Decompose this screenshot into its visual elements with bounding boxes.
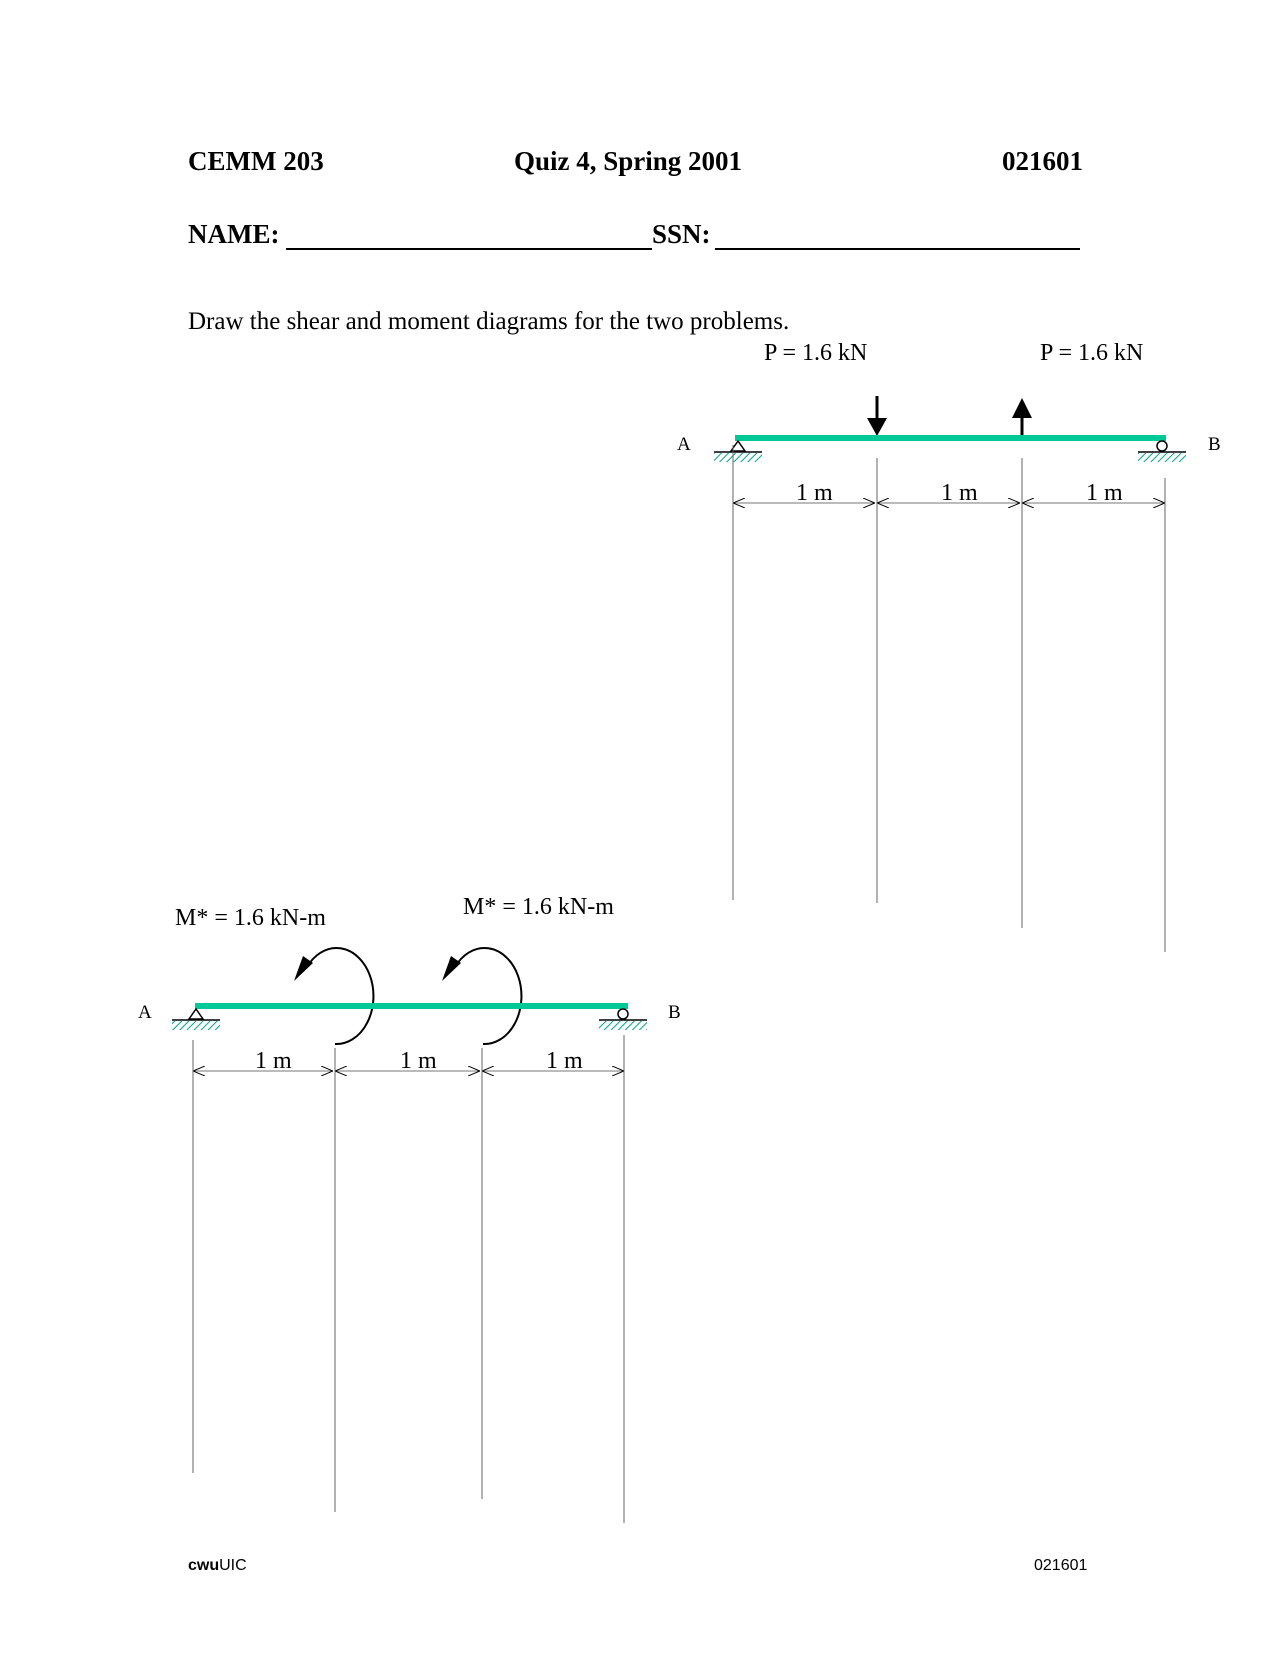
span2-label: 1 m (400, 1048, 437, 1074)
span3-label: 1 m (546, 1048, 583, 1074)
moment-arrow-icon (442, 948, 521, 1044)
pin-support-icon (714, 441, 762, 462)
support-a-label: A (677, 434, 691, 455)
instructions: Draw the shear and moment diagrams for the two problems. (188, 308, 790, 335)
support-b-label: B (668, 1002, 681, 1023)
footer-code: 021601 (1034, 1557, 1088, 1574)
moment1-label: M* = 1.6 kN-m (175, 905, 326, 931)
up-arrow-icon (1012, 398, 1032, 436)
load2-label: P = 1.6 kN (1040, 340, 1144, 366)
support-a-label: A (138, 1002, 152, 1023)
extension-lines (733, 445, 1165, 952)
load1-label: P = 1.6 kN (764, 340, 868, 366)
down-arrow-icon (867, 396, 887, 436)
moment-arrow-icon (294, 948, 373, 1044)
footer-logo: cwuUIC (188, 1557, 247, 1574)
span1-label: 1 m (796, 480, 833, 506)
span2-label: 1 m (941, 480, 978, 506)
problem1 (677, 340, 1221, 952)
span1-label: 1 m (255, 1048, 292, 1074)
roller-support-icon (599, 1009, 647, 1030)
quiz-code: 021601 (1002, 146, 1083, 176)
ssn-label: SSN: (652, 219, 711, 249)
support-b-label: B (1208, 434, 1221, 455)
span3-label: 1 m (1086, 480, 1123, 506)
course-title: CEMM 203 (188, 146, 324, 176)
extension-lines (193, 1035, 624, 1523)
quiz-title: Quiz 4, Spring 2001 (514, 146, 743, 176)
pin-support-icon (172, 1009, 220, 1030)
problem2 (138, 894, 681, 1523)
name-label: NAME: (188, 219, 280, 249)
moment2-label: M* = 1.6 kN-m (463, 894, 614, 920)
roller-support-icon (1138, 441, 1186, 462)
